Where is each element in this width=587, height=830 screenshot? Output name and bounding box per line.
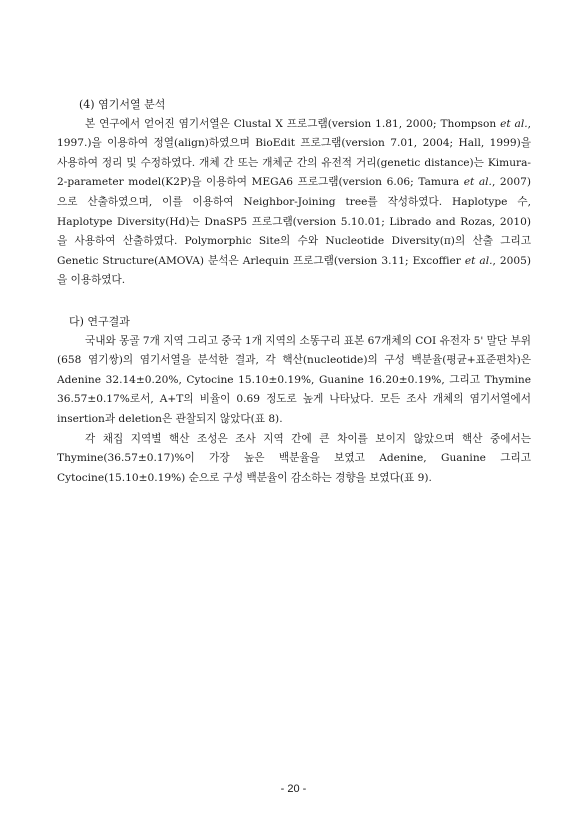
document-body bbox=[57, 95, 531, 488]
paragraph-results-composition: 국내와 몽골 7개 지역 그리고 중국 1개 지역의 소똥구리 표본 67개체의 COI 유전자 5' 말단 부위(658 염기쌍)의 염기서열을 분석한 결과, 각 핵산(nucleotide)의 구성 백분율(평균+표준편차)은 Adenine 32.14±0.20%, Cytocine 15.10±0.19%, Guanine 16.20±0.19%, 그리고 Thymine 36.57±0.17%로서, A+T의 비율이 0.69 정도로 높게 나타났다. 모든 조사 개체의 염기서열에서 insertion과 deletion은 관찰되지 않았다(표 8). bbox=[57, 334, 531, 425]
section-heading-sequence-analysis: (4) 염기서열 분석 bbox=[79, 98, 166, 111]
page-number: - 20 - bbox=[280, 783, 307, 795]
paragraph-sequence-analysis: 본 연구에서 얻어진 염기서열은 Clustal X 프로그램(version 1.81, 2000; Thompson et al., 1997.)을 이용하여 정열(align)하였으며 BioEdit 프로그램(version 7.01, 2004; Hall, 1999)을 사용하여 정리 및 수정하였다. 개체 간 또는 개체군 간의 유전적 거리(genetic distance)는 Kimura-2-parameter model(K2P)을 이용하여 MEGA6 프로그램(version 6.06; Tamura et al., 2007)으로 산출하였으며, 이를 이용하여 Neighbor-Joining tree를 작성하였다. Haplotype 수, Haplotype Diversity(Hd)는 DnaSP5 프로그램(version 5.10.01; Librado and Rozas, 2010)을 사용하여 산출하였다. Polymorphic Site의 수와 Nucleotide Diversity(π)의 산출 그리고 Genetic Structure(AMOVA) 분석은 Arlequin 프로그램(version 3.11; Excoffier et al., 2005)을 이용하였다. bbox=[57, 117, 532, 287]
paragraph-results-regional: 각 채집 지역별 핵산 조성은 조사 지역 간에 큰 차이를 보이지 않았으며 핵산 중에서는 Thymine(36.57±0.17)%이 가장 높은 백분율을 보였고 Adenine, Guanine 그리고 Cytocine(15.10±0.19%) 순으로 구성 백분율이 감소하는 경향을 보였다(표 9). bbox=[57, 432, 531, 484]
section-heading-results: 다) 연구결과 bbox=[69, 314, 130, 328]
